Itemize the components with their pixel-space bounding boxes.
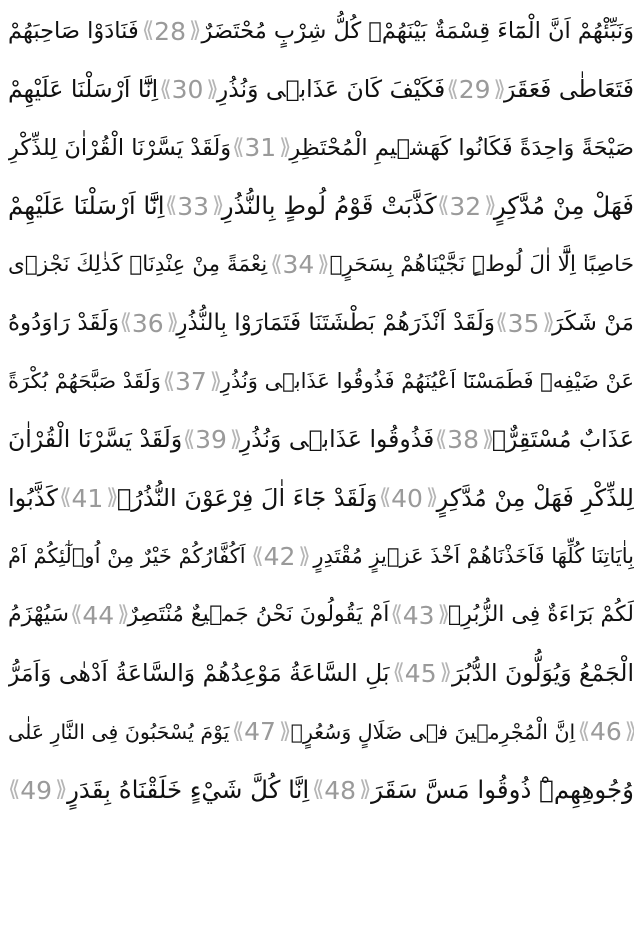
ayah-ornament-icon: ⟫ [188, 18, 199, 44]
ayah-number-marker [182, 425, 240, 455]
ayah-ornament-icon: ⟫ [166, 310, 176, 336]
verse-text: فَذُوقُوا عَذَابٖى وَنُذُرِ [239, 425, 435, 454]
ayah-number: 36 [131, 308, 164, 338]
ayah-ornament-icon: ⟫ [278, 718, 289, 744]
ayah-number-marker [437, 191, 494, 221]
text-line [8, 119, 634, 177]
verse-text: لِلذِّكْرِ فَهَلْ مِنْ مُدَّكِرٍ [436, 484, 634, 513]
ayah-ornament-icon: ⟫ [298, 543, 308, 569]
ayah-number: 42 [263, 542, 296, 572]
ayah-ornament-icon: ⟪ [312, 777, 322, 803]
text-line [8, 352, 634, 410]
ayah-number-marker [141, 16, 199, 46]
ayah-number-marker [446, 75, 503, 105]
verse-text: وَلَقَدْ يَسَّرْنَا الْقُرْاٰنَ لِلذِّكْرِ [8, 134, 232, 161]
text-line [8, 294, 634, 352]
text-line [8, 469, 634, 527]
ayah-ornament-icon: ⟪ [159, 76, 169, 102]
ayah-number-marker [119, 308, 176, 338]
verse-text: نِعْمَةً مِنْ عِنْدِنَاۜ كَذٰلِكَ نَجْزٖى [8, 252, 268, 277]
ayah-number-marker [390, 600, 447, 630]
verse-text: فَهَلْ مِنْ مُدَّكِرٍ [493, 191, 634, 221]
ayah-number-marker [59, 483, 116, 513]
verse-text: الْجَمْعُ وَيُوَلُّونَ الدُّبُرَ [451, 658, 634, 687]
verse-text: يَوْمَ يُسْحَبُونَ فِى النَّارِ عَلٰى [8, 719, 230, 744]
verse-text: بَلِ السَّاعَةُ مَوْعِدُهُمْ وَالسَّاعَةُ اَدْهٰى وَاَمَرُّ [8, 658, 390, 687]
ayah-ornament-icon: ⟪ [434, 426, 445, 452]
ayah-number-marker [495, 308, 552, 338]
verse-text: فَنَادَوْا صَاحِبَهُمْ [8, 17, 139, 44]
verse-text: اِنَّٓا اَرْسَلْنَا عَلَيْهِمْ [8, 74, 159, 103]
ayah-number: 44 [82, 600, 115, 630]
ayah-ornament-icon: ⟫ [212, 193, 222, 219]
ayah-ornament-icon: ⟪ [70, 602, 80, 628]
ayah-number: 30 [171, 75, 204, 105]
ayah-ornament-icon: ⟪ [232, 134, 242, 160]
ayah-ornament-icon: ⟫ [437, 602, 447, 628]
verse-text: فَتَعَاطٰى فَعَقَرَ [503, 74, 634, 103]
text-line [8, 528, 634, 586]
ayah-ornament-icon: ⟫ [542, 310, 552, 336]
ayah-ornament-icon: ⟪ [231, 718, 242, 744]
text-line [8, 644, 634, 702]
text-line [8, 586, 634, 644]
verse-text: سَيُهْزَمُ [8, 602, 69, 628]
ayah-number-marker [577, 717, 634, 747]
ayah-number-marker [231, 717, 289, 747]
ayah-number: 48 [324, 775, 357, 805]
verse-text: كَذَّبَتْ قَوْمُ لُوطٍ بِالنُّذُرِ [221, 191, 437, 221]
ayah-ornament-icon: ⟫ [481, 426, 492, 452]
ayah-number: 28 [154, 16, 186, 46]
verse-text: وَلَقَدْ صَبَّحَهُمْ بُكْرَةً [8, 369, 161, 394]
verse-text: اَكُفَّارُكُمْ خَيْرٌ مِنْ اُو۬لٰٓئِكُمْ اَمْ [8, 544, 246, 569]
verse-text: عَنْ ضَيْفِهٖ فَطَمَسْنَٓا اَعْيُنَهُمْ فَذُوقُوا عَذَابٖى وَنُذُرِ [220, 369, 634, 394]
text-line [8, 177, 634, 235]
text-line [8, 761, 634, 819]
ayah-number: 43 [402, 600, 435, 630]
ayah-number: 29 [458, 75, 491, 105]
verse-text: بِاٰيَاتِنَا كُلِّهَا فَاَخَذْنَاهُمْ اَخْذَ عَزٖيزٍ مُقْتَدِرٍ [313, 544, 634, 569]
ayah-number: 46 [589, 717, 622, 747]
ayah-ornament-icon: ⟫ [279, 134, 289, 160]
ayah-number-marker [312, 775, 369, 805]
ayah-ornament-icon: ⟪ [446, 76, 456, 102]
ayah-number: 33 [177, 191, 210, 221]
ayah-number: 45 [404, 658, 437, 688]
ayah-ornament-icon: ⟫ [425, 485, 436, 511]
ayah-ornament-icon: ⟫ [209, 368, 220, 394]
ayah-ornament-icon: ⟫ [117, 602, 127, 628]
text-line [8, 236, 634, 294]
ayah-number-marker [70, 600, 127, 630]
ayah-ornament-icon: ⟪ [378, 485, 389, 511]
ayah-number: 40 [391, 483, 423, 513]
ayah-ornament-icon: ⟪ [270, 251, 280, 277]
ayah-number: 38 [447, 425, 479, 455]
ayah-ornament-icon: ⟪ [182, 426, 193, 452]
ayah-number-marker [251, 542, 308, 572]
ayah-ornament-icon: ⟫ [206, 76, 216, 102]
ayah-ornament-icon: ⟪ [251, 543, 261, 569]
ayah-number: 39 [195, 425, 227, 455]
verse-text: اِنَّا كُلَّ شَيْءٍ خَلَقْنَاهُ بِقَدَرٍ [67, 775, 310, 805]
ayah-ornament-icon: ⟫ [106, 485, 116, 511]
verse-text: حَاصِبًا اِلَّٓا اٰلَ لُوطٍۜ نَجَّيْنَاهُمْ بِسَحَرٍۙ [329, 252, 634, 277]
verse-text: وَلَقَدْ رَاوَدُوهُ [8, 309, 120, 336]
text-line [8, 411, 634, 469]
ayah-number-marker [392, 658, 449, 688]
ayah-ornament-icon: ⟪ [392, 660, 402, 686]
ayah-ornament-icon: ⟪ [577, 718, 587, 744]
ayah-number: 49 [20, 775, 53, 805]
text-line [8, 703, 634, 761]
ayah-number-marker [159, 75, 216, 105]
ayah-ornament-icon: ⟫ [484, 193, 494, 219]
verse-text: مَنْ شَكَرَ [552, 309, 634, 336]
ayah-number-marker [270, 250, 327, 280]
ayah-ornament-icon: ⟫ [55, 777, 65, 803]
ayah-ornament-icon: ⟫ [624, 718, 634, 744]
ayah-ornament-icon: ⟪ [141, 18, 152, 44]
ayah-number: 37 [174, 367, 207, 397]
text-line [8, 2, 634, 60]
verse-text: اَمْ يَقُولُونَ نَحْنُ جَمٖيعٌ مُنْتَصِرٌ [127, 602, 390, 628]
ayah-ornament-icon: ⟪ [59, 485, 69, 511]
ayah-number-marker [8, 775, 65, 805]
text-line [8, 60, 634, 118]
ayah-ornament-icon: ⟫ [359, 777, 369, 803]
ayah-number-marker [162, 367, 220, 397]
verse-text: صَيْحَةً وَاحِدَةً فَكَانُوا كَهَشٖيمِ الْمُحْتَظِرِ [289, 134, 634, 161]
ayah-number-marker [434, 425, 492, 455]
ayah-number-marker [164, 191, 222, 221]
ayah-number: 41 [71, 483, 104, 513]
ayah-number-marker [232, 133, 289, 163]
verse-text: وَلَقَدْ جَٓاءَ اٰلَ فِرْعَوْنَ النُّذُرُۚ [116, 484, 378, 513]
ayah-ornament-icon: ⟪ [437, 193, 447, 219]
ayah-ornament-icon: ⟪ [495, 310, 505, 336]
ayah-ornament-icon: ⟪ [162, 368, 172, 394]
ayah-number: 34 [282, 250, 315, 280]
verse-text: اِنَّٓا اَرْسَلْنَا عَلَيْهِمْ [8, 191, 165, 221]
verse-text: وَلَقَدْ اَنْذَرَهُمْ بَطْشَتَنَا فَتَمَارَوْا بِالنُّذُرِ [176, 309, 495, 336]
verse-text: وَلَقَدْ يَسَّرْنَا الْقُرْاٰنَ [8, 425, 183, 454]
verse-text: وُجُوهِهِمْۜ ذُوقُوا مَسَّ سَقَرَ [371, 775, 634, 805]
ayah-number: 32 [449, 191, 482, 221]
ayah-ornament-icon: ⟫ [229, 426, 240, 452]
ayah-number-marker [378, 483, 436, 513]
ayah-ornament-icon: ⟫ [493, 76, 503, 102]
verse-text: وَنَبِّئْهُمْ اَنَّ الْمَٓاءَ قِسْمَةٌ بَيْنَهُمْۚ كُلُّ شِرْبٍ مُحْتَضَرٌ [201, 17, 634, 44]
verse-text: كَذَّبُوا [8, 484, 58, 513]
verse-text: عَذَابٌ مُسْتَقِرٌّۚ [491, 425, 634, 454]
ayah-ornament-icon: ⟪ [390, 602, 400, 628]
ayah-ornament-icon: ⟪ [8, 777, 18, 803]
ayah-ornament-icon: ⟫ [317, 251, 327, 277]
ayah-ornament-icon: ⟪ [164, 193, 175, 219]
ayah-number: 47 [244, 717, 276, 747]
ayah-number: 31 [244, 133, 277, 163]
verse-text: فَكَيْفَ كَانَ عَذَابٖى وَنُذُرِ [216, 74, 446, 103]
ayah-ornament-icon: ⟫ [439, 660, 449, 686]
verse-text: لَكُمْ بَرَٓاءَةٌ فِى الزُّبُرِۚ [448, 602, 634, 628]
ayah-number: 35 [507, 308, 540, 338]
ayah-ornament-icon: ⟪ [119, 310, 129, 336]
verse-text: اِنَّ الْمُجْرِمٖينَ فٖى ضَلَالٍ وَسُعُرٍۢ [290, 719, 576, 744]
